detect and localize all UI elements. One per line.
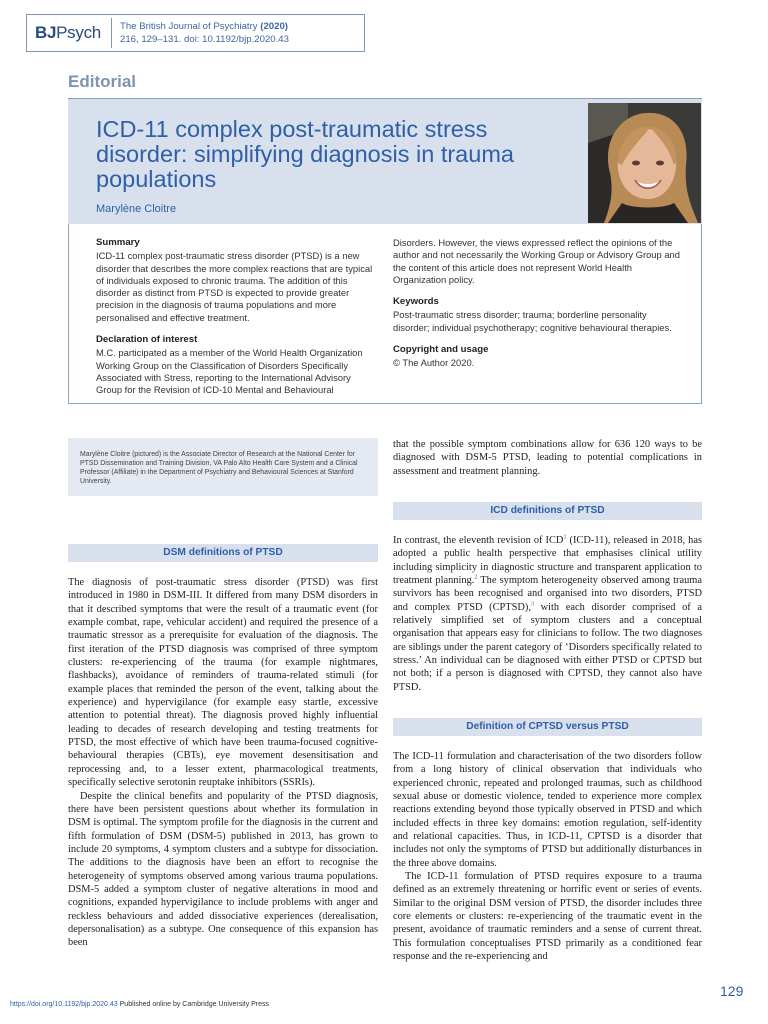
icd-paragraph-1: In contrast, the eleventh revision of ICD$^1$ (ICD-11), released in 2018, has adopted a public health perspective that emphasises clinical utility including simplicity in diagnostic structure and transparent application to treatment planning.$^2$ The symptom heterogeneity observed among trauma survivors has been recognised and organised into two disorders, PTSD and complex PTSD (CPTSD),$^3$ with each disorder comprised of a relatively simplified set of symptom clusters and a conceptual organisation that appears easy for clinicians to follow. The two diagnoses are siblings under the parent category of ‘Disorders specifically related to stress.’ An individual can be diagnosed with either PTSD or CPTSD but not both; if a person is diagnosed with CPTSD, they cannot also have PTSD. — [393, 534, 702, 693]
reference-3[interactable]: 3 — [531, 601, 534, 608]
footer-doi — [10, 1001, 269, 1008]
left-body-column — [68, 576, 378, 950]
cptsd-paragraph-2: The ICD-11 formulation of PTSD requires exposure to a trauma defined as an extremely threatening or horrific event or series of events. Similar to the original DSM version of PTSD, the disorder includes three core elements or clusters: re-experiencing of the traumatic event in the present, avoidance of traumatic reminders and a sense of current threat. This formulation conceptualises PTSD primarily as a conditioned fear response and the re-experiencing and — [393, 871, 702, 963]
author-caption: Marylène Cloitre (pictured) is the Associate Director of Research at the National Center for PTSD Dissemination and Training Division, VA Palo Alto Health Care System and a Clinical Professor (Affiliate) in the Department of Psychiatry and Behavioural Sciences at Stanford University. — [68, 438, 378, 496]
citation — [112, 20, 289, 46]
abstract-left-column — [96, 237, 378, 407]
dsm-section-heading: DSM definitions of PTSD — [68, 544, 378, 562]
interest-text-continued: Disorders. However, the views expressed reflect the opinions of the author and not necessarily the Working Group or Advisory Group and the content of this article does not represent World Health Organization policy. — [393, 237, 680, 285]
article-author: Marylène Cloitre — [96, 203, 177, 215]
article-title: ICD-11 complex post-traumatic stress disorder: simplifying diagnosis in trauma populations — [96, 116, 514, 192]
journal-name: The British Journal of Psychiatry — [120, 21, 258, 32]
doi-link[interactable]: https://doi.org/10.1192/bjp.2020.43 — [10, 1001, 118, 1008]
dsm-paragraph-2: Despite the clinical benefits and popularity of the PTSD diagnosis, there have been persistent questions about whether its formulation in DSM is optimal. The symptom profile for the diagnosis in the current and fifth formulation of DSM (DSM-5) published in 2013, has grown to include 20 symptoms, 4 symptom clusters and a subtype for dissociation. The additions to the diagnosis have been an effort to recognise the heterogeneity of symptoms observed among various trauma populations. DSM-5 added a symptom cluster of negative alterations in mood and cognitions, expanded hypervigilance to include problems with anger and reckless behaviours and added dissociative experiences (derealisation, depersonalisation) as a subtype. One consequence of this expansion has been — [68, 790, 378, 949]
interest-heading: Declaration of interest — [96, 334, 198, 346]
summary-text: ICD-11 complex post-traumatic stress disorder (PTSD) is a new disorder that describes the more complex reactions that are typical of individuals exposed to chronic trauma. The addition of this disorder as distinct from PTSD is expected to provide greater precision in the diagnosis of trauma populations and more personalised and effective treatment. — [96, 250, 373, 323]
abstract-right-column — [393, 237, 683, 380]
summary-heading: Summary — [96, 237, 140, 248]
cptsd-section-heading: Definition of CPTSD versus PTSD — [393, 718, 702, 736]
keywords-heading: Keywords — [393, 296, 439, 308]
author-portrait-image — [588, 103, 701, 223]
dsm-paragraph-1: The diagnosis of post-traumatic stress disorder (PTSD) was first introduced in 1980 in DSM-III. It differed from many DSM disorders in that it described symptoms that were the result of a traumatic event (for example combat, rape, vehicular accident) and required the presence of a traumatic stressor as a prerequisite for evaluation of the diagnosis. The first iteration of the PTSD diagnosis was comprised of three symptom clusters: re-experiencing of the trauma (for example nightmares, flashbacks), avoidance of reminders of trauma-related stimuli (for example places that reminded the person of the event, talking about the experience) and hypervigilance (for example easy startle, excessive attention to potential threat). The diagnosis proved highly influential leading to decades of research developing and testing treatments for PTSD, the most effective of which have been trauma-focused cognitive-behavioural therapies (CBTs), eye movement desensitisation and reprocessing and, to a lesser extent, pharmacological treatments, specifically selective serotonin reuptake inhibitors (SSRIs). — [68, 577, 378, 789]
section-label: Editorial — [68, 72, 137, 91]
right-paragraph-0: that the possible symptom combinations allow for 636 120 ways to be diagnosed with DSM-5 PTSD, leading to potential complications in assessment and treatment planning. — [393, 439, 702, 477]
reference-2[interactable]: 2 — [474, 574, 478, 581]
page-number: 129 — [720, 983, 744, 999]
journal-year: (2020) — [260, 21, 288, 32]
published-note: Published online by Cambridge University Press — [117, 1001, 270, 1008]
icd-section-heading: ICD definitions of PTSD — [393, 502, 702, 520]
journal-logo: BJPsych — [35, 23, 101, 42]
copyright-text: © The Author 2020. — [393, 357, 475, 369]
keywords-text: Post-traumatic stress disorder; trauma; borderline personality disorder; individual psychotherapy; cognitive behavioural therapies. — [393, 309, 672, 333]
journal-header — [26, 14, 365, 52]
author-photo — [588, 103, 701, 223]
cptsd-body — [393, 750, 702, 964]
right-body-intro — [393, 438, 702, 478]
interest-text: M.C. participated as a member of the World Health Organization Working Group on the Classification of Disorders Specifically Associated with Stress, reporting to the International Advisory Group for the Revision of ICD-10 Mental and Behavioural — [96, 347, 363, 396]
copyright-heading: Copyright and usage — [393, 344, 489, 356]
icd-body — [393, 534, 702, 694]
volume-doi: 216, 129–131. doi: 10.1192/bjp.2020.43 — [120, 34, 289, 45]
reference-1[interactable]: 1 — [563, 534, 567, 541]
cptsd-paragraph-1: The ICD-11 formulation and characterisation of the two disorders follow from a long history of clinical observation that individuals who experienced chronic, repeated and prolonged traumas, such as childhood sexual abuse or domestic violence, tended to experience more complex reactions extending beyond those typically observed in PTSD and which included effects in three key domains: emotion regulation, self-identity and relational capacities. Thus, in ICD-11, CPTSD is a disorder that includes not only the symptoms of PTSD but additionally disturbances in the three above domains. — [393, 751, 702, 869]
